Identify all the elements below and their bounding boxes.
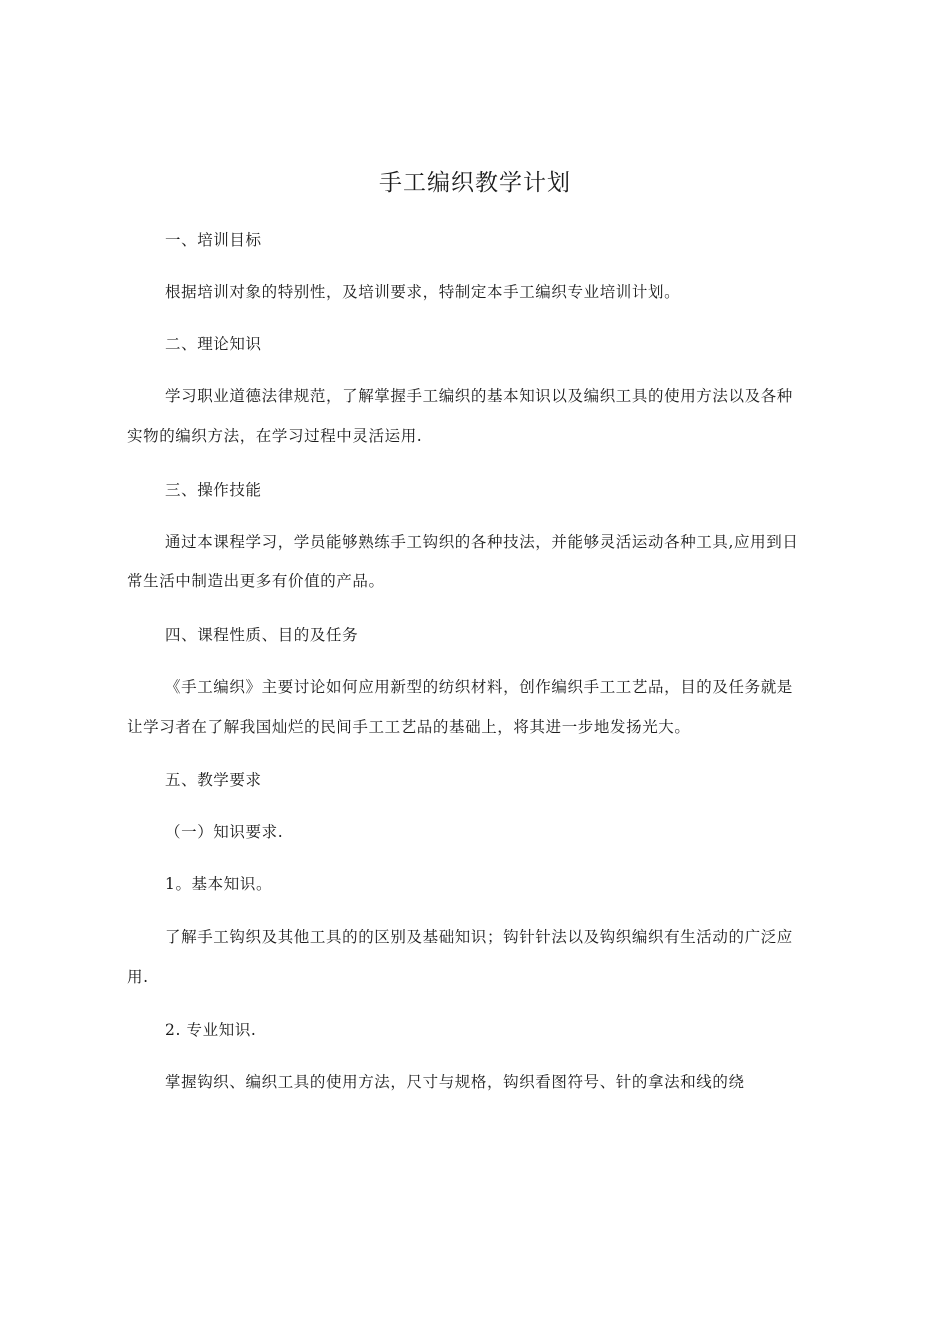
section-heading-training-goals: 一、培训目标 (165, 231, 262, 249)
subsection-heading-knowledge: （一）知识要求. (165, 823, 284, 841)
paragraph-line: 让学习者在了解我国灿烂的民间手工工艺品的基础上，将其进一步地发扬光大。 (127, 718, 691, 736)
item-heading-basic-knowledge: 1。基本知识。 (165, 875, 273, 893)
paragraph-line: 学习职业道德法律规范，了解掌握手工编织的基本知识以及编织工具的使用方法以及各种 (165, 387, 793, 405)
section-heading-course-nature: 四、课程性质、目的及任务 (165, 626, 359, 644)
section-heading-skills: 三、操作技能 (165, 481, 262, 499)
section-heading-theory: 二、理论知识 (165, 335, 262, 353)
paragraph-line: 用. (127, 968, 149, 986)
paragraph-line: 了解手工钩织及其他工具的的区别及基础知识；钩针针法以及钩织编织有生活动的广泛应 (165, 928, 793, 946)
section-heading-teaching-requirements: 五、教学要求 (165, 771, 262, 789)
paragraph-line: 根据培训对象的特别性，及培训要求，特制定本手工编织专业培训计划。 (165, 283, 681, 301)
paragraph-line: 掌握钩织、编织工具的使用方法，尺寸与规格，钩织看图符号、针的拿法和线的绕 (165, 1073, 745, 1091)
paragraph-line: 通过本课程学习，学员能够熟练手工钩织的各种技法，并能够灵活运动各种工具,应用到日 (165, 533, 799, 551)
paragraph-line: 实物的编织方法，在学习过程中灵活运用. (127, 427, 423, 445)
paragraph-line: 《手工编织》主要讨论如何应用新型的纺织材料，创作编织手工工艺品，目的及任务就是 (165, 678, 793, 696)
document-title: 手工编织教学计划 (379, 170, 571, 196)
item-heading-professional-knowledge: 2. 专业知识. (165, 1021, 257, 1039)
paragraph-line: 常生活中制造出更多有价值的产品。 (127, 572, 385, 590)
